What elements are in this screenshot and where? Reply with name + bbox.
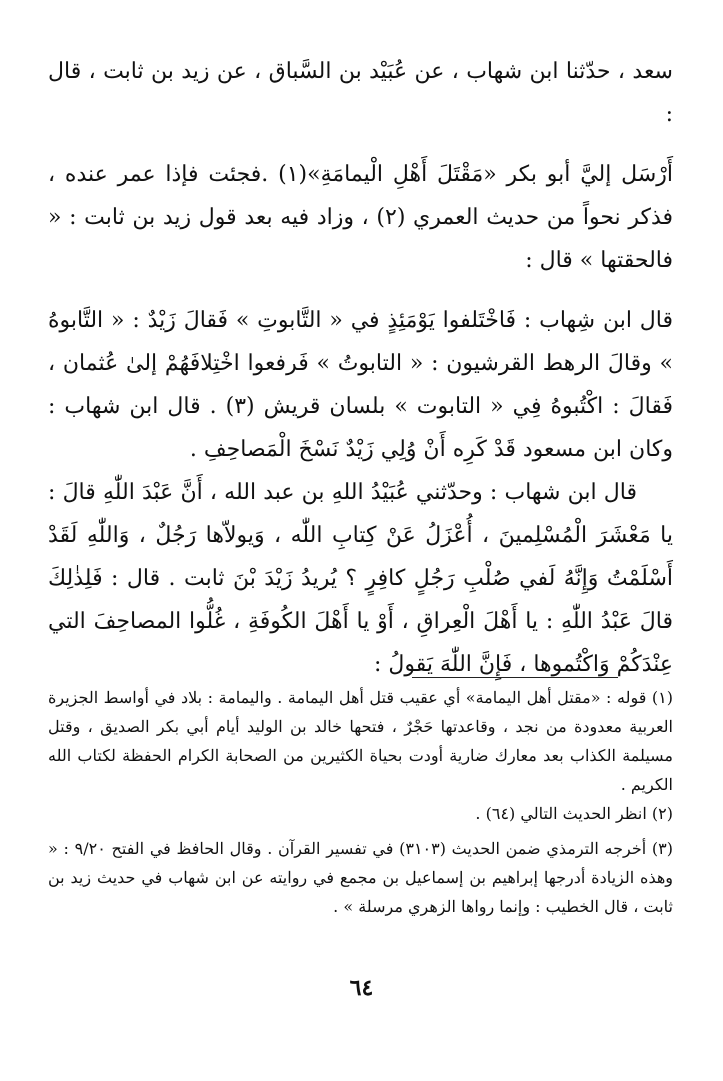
footnote-3: (٣) أخرجه الترمذي ضمن الحديث (٣١٠٣) في تفسير القرآن . وقال الحافظ في الفتح ٩/٢٠ : « وهذه الزيادة أدرجها إبراهيم بن إسماعيل بن مجمع في روايته عن ابن شهاب في حديث زيد بن ثابت ، قال الخطيب : وإنما رواها الزهري مرسلة » . [48,839,673,916]
footnote-1: (١) قوله : «مقتل أهل اليمامة» أي عقيب قتل أهل اليمامة . واليمامة : بلاد في أواسط الجزيرة العربية معدودة من نجد ، وقاعدتها حَجْرٌ ، فتحها خالد بن الوليد أيام أبي بكر الصديق ، وقتل مسيلمة الكذاب بعد معارك ضارية أودت بحياة الكثيرين من الصحابة الكرام الحفظة لكتاب الله الكريم . [48,688,673,794]
main-text [48,50,673,686]
page-number: ٦٤ [349,975,374,1001]
footnotes [48,683,673,921]
paragraph-1: سعد ، حدّثنا ابن شهاب ، عن عُبَيْد بن السَّباق ، عن زيد بن ثابت ، قال : [48,59,673,127]
footnote-2: (٢) انظر الحديث التالي (٦٤) . [475,804,673,823]
paragraph-4: قال ابن شهاب : وحدّثني عُبَيْدُ اللهِ بن عبد الله ، أَنَّ عَبْدَ اللّٰهِ قالَ : يا مَعْشَرَ الْمُسْلِمينَ ، أُعْزَلُ عَنْ كِتابِ اللّٰه ، وَيولاّها رَجُلٌ ، وَاللّٰهِ لَقَدْ أَسْلَمْتُ وَإِنَّهُ لَفي صُلْبِ رَجُلٍ كافِرٍ ؟ يُريدُ زَيْدَ بْنَ ثابت . قال : فَلِذٰلِكَ قالَ عَبْدُ اللّٰهِ : يا أَهْلَ الْعِراقِ ، أَوْ يا أَهْلَ الكُوفَةِ ، غُلُّوا المصاحِفَ التي عِنْدَكُمْ وَاكْتُموها ، فَإِنَّ اللّٰهَ يَقولُ : [48,480,673,677]
paragraph-3: قال ابن شِهاب : فَاخْتَلفوا يَوْمَئِذٍ في « التَّابوتِ » فَقالَ زَيْدٌ : « التَّابوهُ » وقالَ الرهط القرشيون : « التابوتُ » فَرفعوا اخْتِلافَهُمْ إلىٰ عُثمان ، فَقالَ : اكْتُبوهُ فِي « التابوت » بلسان قريش (٣) . قال ابن شهاب : وكان ابن مسعود قَدْ كَرِه أَنْ وُلِي زَيْدٌ نَسْخَ الْمَصاحِفِ . [48,308,673,462]
paragraph-2: أَرْسَل إليَّ أبو بكر «مَقْتَلَ أَهْلِ الْيمامَةِ»(١) .فجئت فإذا عمر عنده ، فذكر نحواً من حديث العمري (٢) ، وزاد فيه بعد قول زيد بن ثابت : « فالحقتها » قال : [48,162,674,273]
footnote-divider [412,677,618,678]
